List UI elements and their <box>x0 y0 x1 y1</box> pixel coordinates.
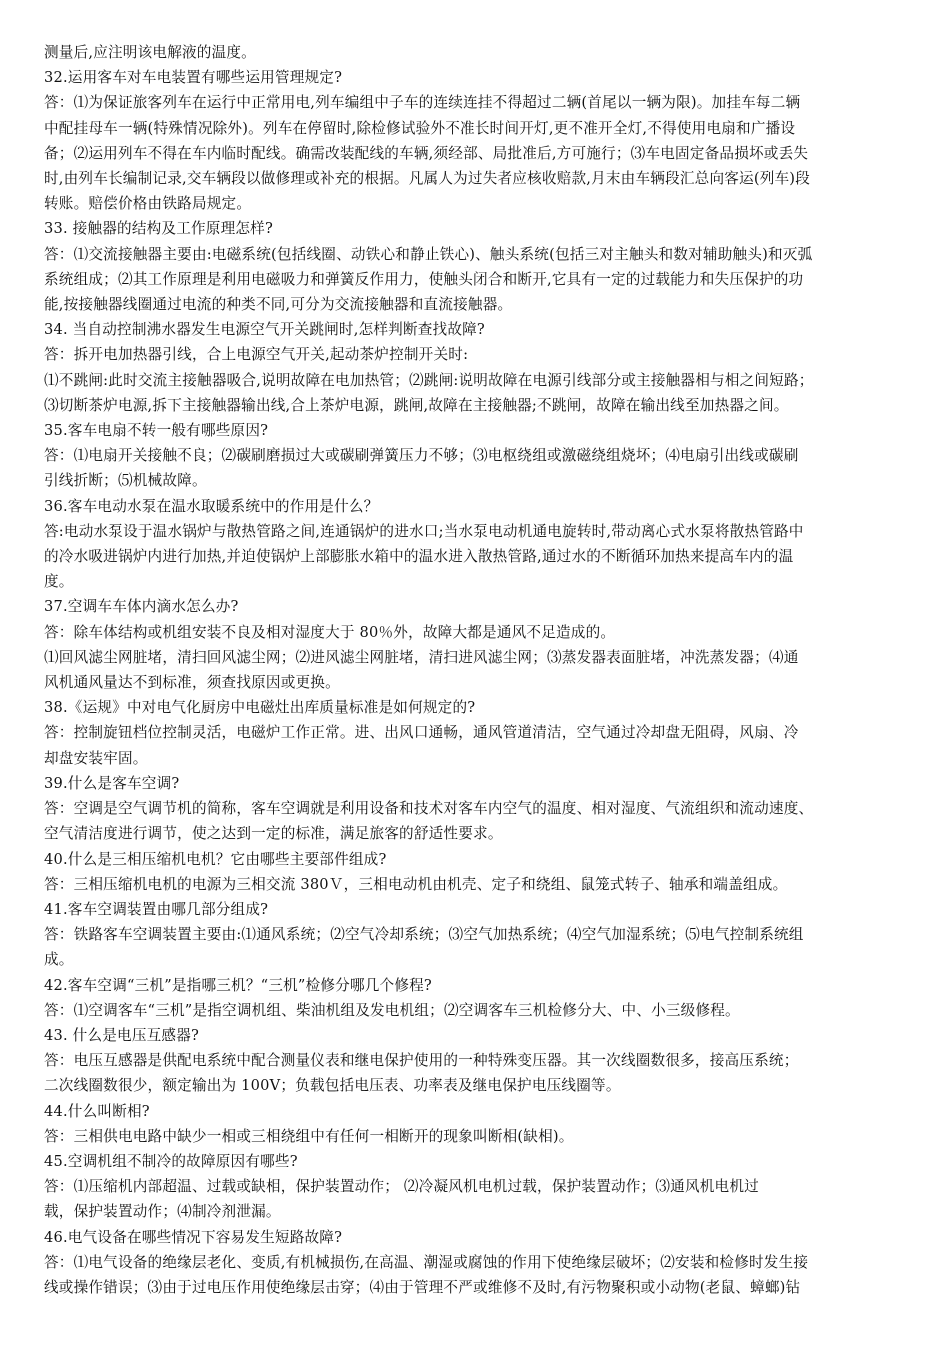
text-line: 系统组成；⑵其工作原理是利用电磁吸力和弹簧反作用力，使触头闭合和断开,它具有一定的过载能力和失压保护的功 <box>44 270 804 288</box>
text-line: 46.电气设备在哪些情况下容易发生短路故障? <box>44 1228 343 1246</box>
text-line: 42.客车空调“三机”是指哪三机？“三机”检修分哪几个修程? <box>44 976 432 994</box>
text-line: 线或操作错误；⑶由于过电压作用使绝缘层击穿；⑷由于管理不严或维修不及时,有污物聚积或小动物(老鼠、蟑螂)钻 <box>44 1278 801 1296</box>
text-line: 风机通风量达不到标准，须查找原因或更换。 <box>44 674 340 692</box>
text-line: 却盘安装牢固。 <box>44 749 148 767</box>
text-line: 答:电动水泵设于温水锅炉与散热管路之间,连通锅炉的进水口;当水泵电动机通电旋转时,带动离心式水泵将散热管路中 <box>44 522 804 540</box>
text-line: 引线折断；⑸机械故障。 <box>44 472 207 490</box>
text-line: 答：⑴电扇开关接触不良；⑵碳刷磨损过大或碳刷弹簧压力不够；⑶电枢绕组或激磁绕组烧坏；⑷电扇引出线或碳刷 <box>44 447 799 465</box>
text-line: 空气清洁度进行调节，使之达到一定的标准，满足旅客的舒适性要求。 <box>44 825 503 843</box>
text-line: 测量后,应注明该电解液的温度。 <box>44 44 256 61</box>
document-page <box>44 40 910 1300</box>
text-line: 答：三相供电电路中缺少一相或三相绕组中有任何一相断开的现象叫断相(缺相)。 <box>44 1127 574 1145</box>
text-line: 36.客车电动水泵在温水取暖系统中的作用是什么？ <box>44 497 379 515</box>
text-line: 答：⑴压缩机内部超温、过载或缺相，保护装置动作； ⑵冷凝风机电机过载，保护装置动作；⑶通风机电机过 <box>44 1178 759 1196</box>
text-line: 答：空调是空气调节机的简称，客车空调就是利用设备和技术对客车内空气的温度、相对湿度、气流组织和流动速度、 <box>44 800 814 818</box>
text-line: 时,由列车长编制记录,交车辆段以做修理或补充的根据。凡属人为过失者应核收赔款,月末由车辆段汇总向客运(列车)段 <box>44 170 810 188</box>
text-line: 37.空调车车体内滴水怎么办? <box>44 598 239 616</box>
text-line: 中配挂母车一辆(特殊情况除外)。列车在停留时,除检修试验外不准长时间开灯,更不准开全灯,不得使用电扇和广播设 <box>44 119 796 137</box>
text-line: 35.客车电扇不转一般有哪些原因? <box>44 422 269 440</box>
text-line: 答：铁路客车空调装置主要由:⑴通风系统；⑵空气冷却系统；⑶空气加热系统；⑷空气加湿系统；⑸电气控制系统组 <box>44 926 804 944</box>
text-line: ⑴回风滤尘网脏堵，清扫回风滤尘网；⑵进风滤尘网脏堵，清扫进风滤尘网；⑶蒸发器表面脏堵，冲洗蒸发器；⑷通 <box>44 648 799 666</box>
text-line: 32.运用客车对车电装置有哪些运用管理规定? <box>44 69 343 87</box>
text-line: 答：控制旋钮档位控制灵活，电磁炉工作正常。进、出风口通畅，通风管道清洁，空气通过冷却盘无阻碍，风扇、冷 <box>44 724 799 742</box>
text-line: 答：⑴交流接触器主要由:电磁系统(包括线圈、动铁心和静止铁心)、触头系统(包括三对主触头和数对辅助触头)和灭弧 <box>44 245 813 263</box>
text-line: 答：⑴空调客车“三机”是指空调机组、柴油机组及发电机组；⑵空调客车三机检修分大、中、小三级修程。 <box>44 1001 740 1019</box>
text-line: 答：电压互感器是供配电系统中配合测量仪表和继电保护使用的一种特殊变压器。其一次线圈数很多，接高压系统； <box>44 1052 799 1070</box>
text-line: 备；⑵运用列车不得在车内临时配线。确需改装配线的车辆,须经部、局批准后,方可施行；⑶车电固定备品损坏或丢失 <box>44 144 809 162</box>
text-line: 答：⑴为保证旅客列车在运行中正常用电,列车编组中子车的连续连挂不得超过二辆(首尾以一辆为限)。加挂车每二辆 <box>44 94 801 112</box>
text-line: 44.什么叫断相? <box>44 1102 150 1120</box>
text-line: 答：⑴电气设备的绝缘层老化、变质,有机械损伤,在高温、潮湿或腐蚀的作用下使绝缘层破坏；⑵安装和检修时发生接 <box>44 1253 809 1271</box>
text-line: 答：除车体结构或机组安装不良及相对湿度大于 80％外，故障大都是通风不足造成的。 <box>44 623 616 641</box>
text-line: 41.客车空调装置由哪几部分组成? <box>44 900 269 918</box>
text-line: 转账。赔偿价格由铁路局规定。 <box>44 195 252 213</box>
text-line: 38.《运规》中对电气化厨房中电磁灶出库质量标准是如何规定的? <box>44 699 476 717</box>
text-line: 43. 什么是电压互感器? <box>44 1026 200 1044</box>
text-line: 二次线圈数很少，额定输出为 100V；负载包括电压表、功率表及继电保护电压线圈等。 <box>44 1077 621 1095</box>
text-line: 答：拆开电加热器引线，合上电源空气开关,起动茶炉控制开关时: <box>44 346 469 364</box>
text-line: 40.什么是三相压缩机电机？它由哪些主要部件组成? <box>44 850 387 868</box>
text-line: 45.空调机组不制冷的故障原因有哪些? <box>44 1152 298 1170</box>
text-line: 能,按接触器线圈通过电流的种类不同,可分为交流接触器和直流接触器。 <box>44 296 513 314</box>
text-line: 的冷水吸进锅炉内进行加热,并迫使锅炉上部膨胀水箱中的温水进入散热管路,通过水的不断循环加热来提高车内的温 <box>44 548 794 566</box>
text-line: 载，保护装置动作；⑷制冷剂泄漏。 <box>44 1203 281 1221</box>
text-line: 34. 当自动控制沸水器发生电源空气开关跳闸时,怎样判断查找故障? <box>44 321 485 339</box>
text-line: 度。 <box>44 573 74 591</box>
text-line: 39.什么是客车空调? <box>44 774 180 792</box>
text-line: 33. 接触器的结构及工作原理怎样? <box>44 220 273 238</box>
text-line: 答：三相压缩机电机的电源为三相交流 380Ｖ，三相电动机由机壳、定子和绕组、鼠笼式转子、轴承和端盖组成。 <box>44 875 788 893</box>
text-line: ⑶切断茶炉电源,拆下主接触器输出线,合上茶炉电源，跳闸,故障在主接触器;不跳闸，故障在输出线至加热器之间。 <box>44 396 789 414</box>
text-line: ⑴不跳闸:此时交流主接触器吸合,说明故障在电加热管；⑵跳闸:说明故障在电源引线部分或主接触器相与相之间短路； <box>44 371 814 389</box>
text-line: 成。 <box>44 951 74 969</box>
